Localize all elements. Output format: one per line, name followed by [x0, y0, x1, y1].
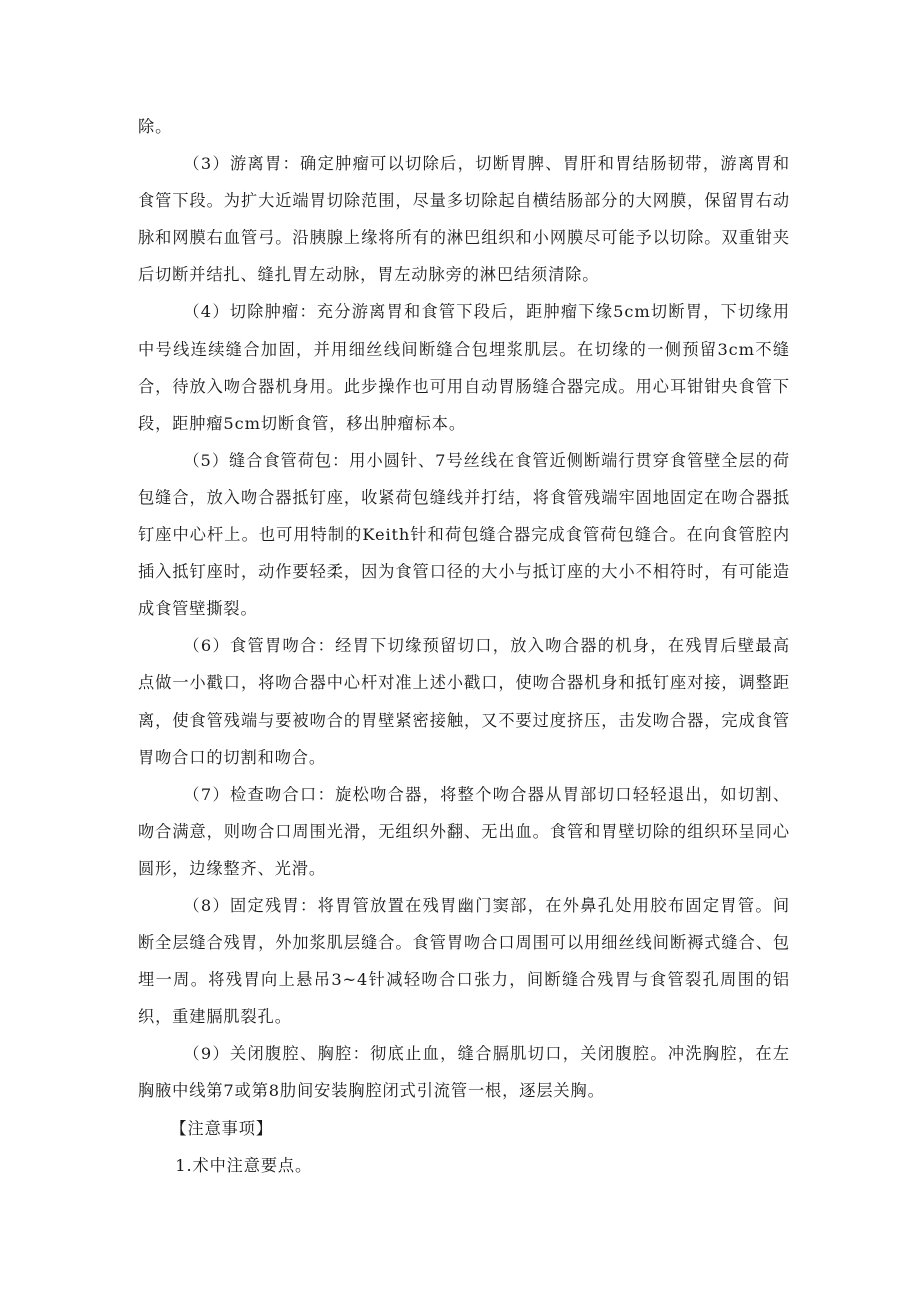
- paragraph-step-7: （7）检查吻合口：旋松吻合器，将整个吻合器从胃部切口轻轻退出，如切割、吻合满意，则吻合口周围光滑，无组织外翻、无出血。食管和胃壁切除的组织环呈同心圆形，边缘整齐、光滑。: [138, 784, 790, 878]
- document-body: [138, 108, 790, 1184]
- paragraph-step-5: （5）缝合食管荷包：用小圆针、7号丝线在食管近侧断端行贯穿食管壁全层的荷包缝合，放入吻合器抵钉座，收紧荷包缝线并打结，将食管残端牢固地固定在吻合器抵钉座中心杆上。也可用特制的Keith针和荷包缝合器完成食管荷包缝合。在向食管腔内插入抵钉座时，动作要轻柔，因为食管口径的大小与抵订座的大小不相符时，有可能造成食管壁撕裂。: [138, 450, 790, 619]
- section-heading-notes: 【注意事项】: [170, 1118, 273, 1138]
- paragraph-continuation: 除。: [138, 117, 173, 136]
- paragraph-step-3: （3）游离胃：确定肿瘤可以切除后，切断胃脾、胃肝和胃结肠韧带，游离胃和食管下段。为扩大近端胃切除范围，尽量多切除起自横结肠部分的大网膜，保留胃右动脉和网膜右血管弓。沿胰腺上缘将所有的淋巴组织和小网膜尽可能予以切除。双重钳夹后切断并结扎、缝扎胃左动脉，胃左动脉旁的淋巴结须清除。: [138, 154, 790, 285]
- list-item-point-1: 1.术中注意要点。: [175, 1155, 313, 1175]
- paragraph-step-4: （4）切除肿瘤：充分游离胃和食管下段后，距肿瘤下缘5cm切断胃，下切缘用中号线连续缝合加固，并用细丝线间断缝合包埋浆肌层。在切缘的一侧预留3cm不缝合，待放入吻合器机身用。此步操作也可用自动胃肠缝合器完成。用心耳钳钳央食管下段，距肿瘤5cm切断食管，移出肿瘤标本。: [138, 302, 790, 433]
- paragraph-step-9: （9）关闭腹腔、胸腔：彻底止血，缝合膈肌切口，关闭腹腔。冲洗胸腔，在左胸腋中线第7或第8肋间安装胸腔闭式引流管一根，逐层关胸。: [138, 1044, 790, 1101]
- paragraph-step-6: （6）食管胃吻合：经胃下切缘预留切口，放入吻合器的机身，在残胃后壁最高点做一小戳口，将吻合器中心杆对准上述小戳口，使吻合器机身和抵钉座对接，调整距离，使食管残端与要被吻合的胃壁紧密接触，又不要过度挤压，击发吻合器，完成食管胃吻合口的切割和吻合。: [138, 636, 790, 767]
- paragraph-step-8: （8）固定残胃：将胃管放置在残胃幽门窦部，在外鼻孔处用胶布固定胃管。间断全层缝合残胃，外加浆肌层缝合。食管胃吻合口周围可以用细丝线间断褥式缝合、包埋一周。将残胃向上悬吊3~4针减轻吻合口张力，间断缝合残胃与食管裂孔周围的铝织，重建膈肌裂孔。: [138, 895, 790, 1027]
